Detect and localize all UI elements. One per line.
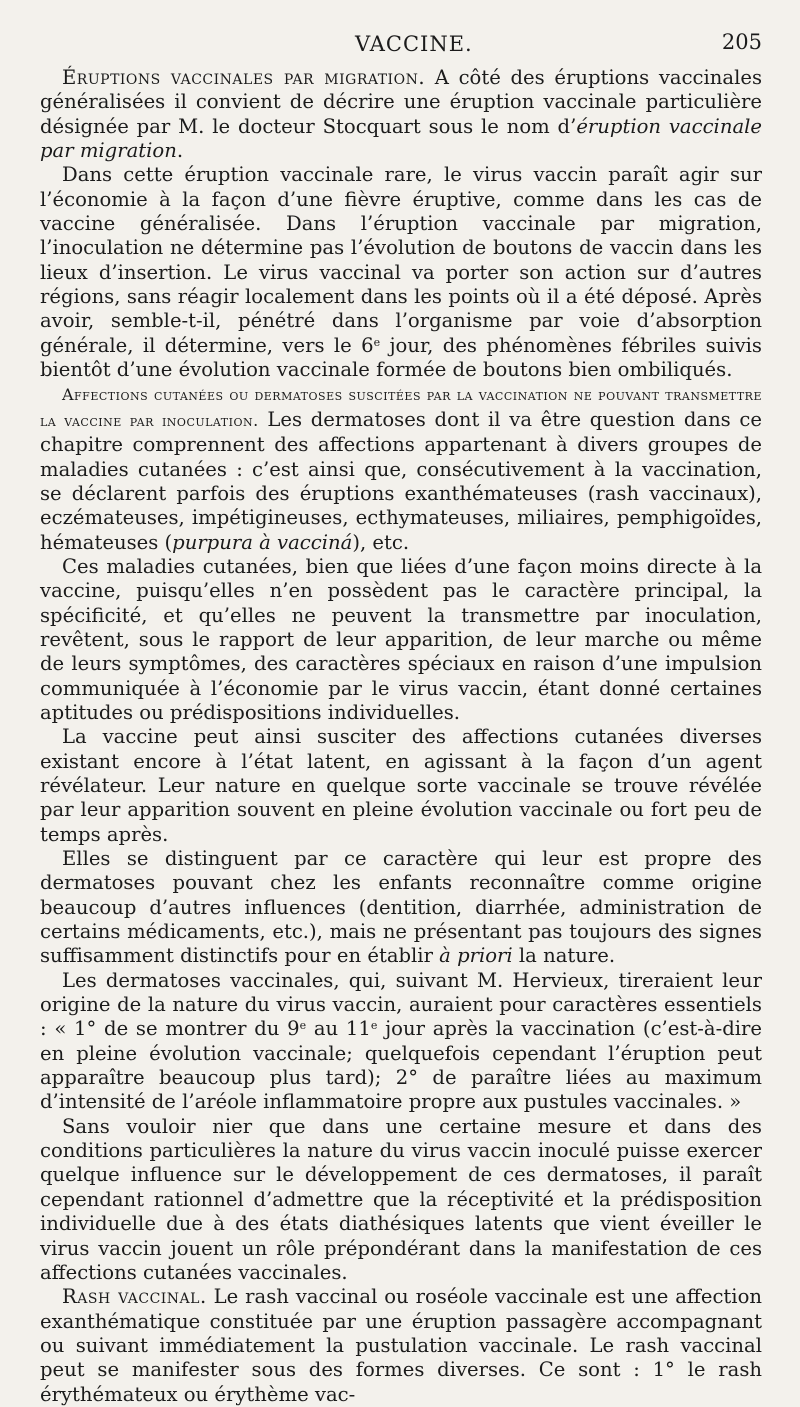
paragraph-text: Les dermatoses dont il va être question dans ce chapitre comprennent des affections appartenant à divers groupes de maladies cutanées : c’est ainsi que, consécutivement à la vaccination, se déclarent parfois des éruptions exanthémateuses (rash vaccinaux), eczémateuses, impétigineuses, ecthymateuses, miliaires, pemphigoïdes, hémateuses ( <box>40 407 762 554</box>
paragraph-text: A côté des éruptions vaccinales généralisées il convient de décrire une éruption vaccinale particulière désignée par M. le docteur Stocquart sous le nom d’ <box>40 66 762 138</box>
paragraph <box>40 1115 762 1285</box>
superscript: e <box>299 1019 307 1033</box>
paragraph-text: jour après la vaccination (c’est-à-dire en pleine évolution vaccinale; quelquefois cependant l’éruption peut apparaître beaucoup plus tard); 2° de paraître liées au maximum d’intensité de l’aréole inflammatoire propre aux pustules vaccinales. » <box>40 1017 762 1114</box>
paragraph-text: Elles se distinguent par ce caractère qui leur est propre des dermatoses pouvant chez les enfants reconnaître comme origine beaucoup d’autres influences (dentition, diarrhée, administration de certains médicaments, etc.), mais ne présentant pas toujours des signes suffisamment distinctifs pour en établir <box>40 847 762 968</box>
paragraph-text: Dans cette éruption vaccinale rare, le virus vaccin paraît agir sur l’économie à la façon d’une fièvre éruptive, comme dans les cas de vaccine généralisée. Dans l’éruption vaccinale par migration, l’inoculation ne détermine pas l’évolution de boutons de vaccin dans les lieux d’insertion. Le virus vaccinal va porter son action sur d’autres régions, sans réagir localement dans les points où il a été déposé. Après avoir, semble-t-il, pénétré dans l’organisme par voie d’absorption générale, il détermine, vers le 6 <box>40 163 762 357</box>
section-heading: Affections cutanées ou dermatoses suscitées par la vaccination ne pouvant transmettre la vaccine par inoculation. <box>40 385 762 430</box>
paragraph-text: Les dermatoses vaccinales, qui, suivant M. Hervieux, tireraient leur origine de la nature du virus vaccin, auraient pour caractères essentiels : « 1° de se montrer du 9 <box>40 968 762 1041</box>
paragraph-text: jour, des phénomènes fébriles suivis bientôt d’une évolution vaccinale formée de boutons bien ombiliqués. <box>40 333 762 382</box>
paragraph <box>40 1285 762 1407</box>
italic-term: à priori <box>439 944 513 968</box>
paragraph <box>40 725 762 847</box>
superscript: e <box>373 335 381 349</box>
superscript: e <box>370 1019 378 1033</box>
paragraph-text: La vaccine peut ainsi susciter des affections cutanées diverses existant encore à l’état latent, en agissant à la façon d’un agent révélateur. Leur nature en quelque sorte vaccinale se trouve révélée par leur apparition souvent en pleine évolution vaccinale ou fort peu de temps après. <box>40 725 762 846</box>
italic-term: purpura à vacciná <box>172 530 353 554</box>
running-title: VACCINE. <box>355 32 473 56</box>
paragraph-text: Ces maladies cutanées, bien que liées d’une façon moins directe à la vaccine, puisqu’elles n’en possèdent pas le caractère principal, la spécificité, et qu’elles ne peuvent la transmettre par inoculation, revêtent, sous le rapport de leur apparition, de leur marche ou même de leurs symptômes, des caractères spéciaux en raison d’une impulsion communiquée à l’économie par le virus vaccin, étant donné certaines aptitudes ou prédispositions individuelles. <box>40 554 762 724</box>
body-text <box>40 66 762 1407</box>
paragraph-text: Sans vouloir nier que dans une certaine mesure et dans des conditions particulières la nature du virus vaccin inoculé puisse exercer quelque influence sur le développement de ces dermatoses, il paraît cependant rationnel d’admettre que la réceptivité et la prédisposition individuelle due à des états diathésiques latents que vient éveiller le virus vaccin jouent un rôle prépondérant dans la manifestation de ces affections cutanées vaccinales. <box>40 1114 762 1284</box>
paragraph <box>40 555 762 725</box>
paragraph <box>40 969 762 1115</box>
paragraph <box>40 66 762 163</box>
paragraph <box>40 847 762 969</box>
page-number: 205 <box>721 30 762 54</box>
italic-term: éruption vaccinale par migration <box>40 114 762 163</box>
paragraph <box>40 163 762 382</box>
paragraph-text: . <box>176 139 184 163</box>
paragraph-text: ), etc. <box>352 530 410 554</box>
paragraph-text: la nature. <box>512 944 616 968</box>
page-header <box>0 26 800 62</box>
paragraph <box>40 382 762 554</box>
section-heading: Éruptions vaccinales par migration. <box>62 66 426 89</box>
paragraph-text: Le rash vaccinal ou roséole vaccinale est une affection exanthématique constituée par une éruption passagère accompagnant ou suivant immédiatement la pustulation vaccinale. Le rash vaccinal peut se manifester sous des formes diverses. Ce sont : 1° le rash érythémateux ou érythème vac- <box>40 1285 762 1406</box>
section-heading: Rash vaccinal. <box>62 1285 207 1309</box>
paragraph-text: au 11 <box>306 1017 371 1041</box>
